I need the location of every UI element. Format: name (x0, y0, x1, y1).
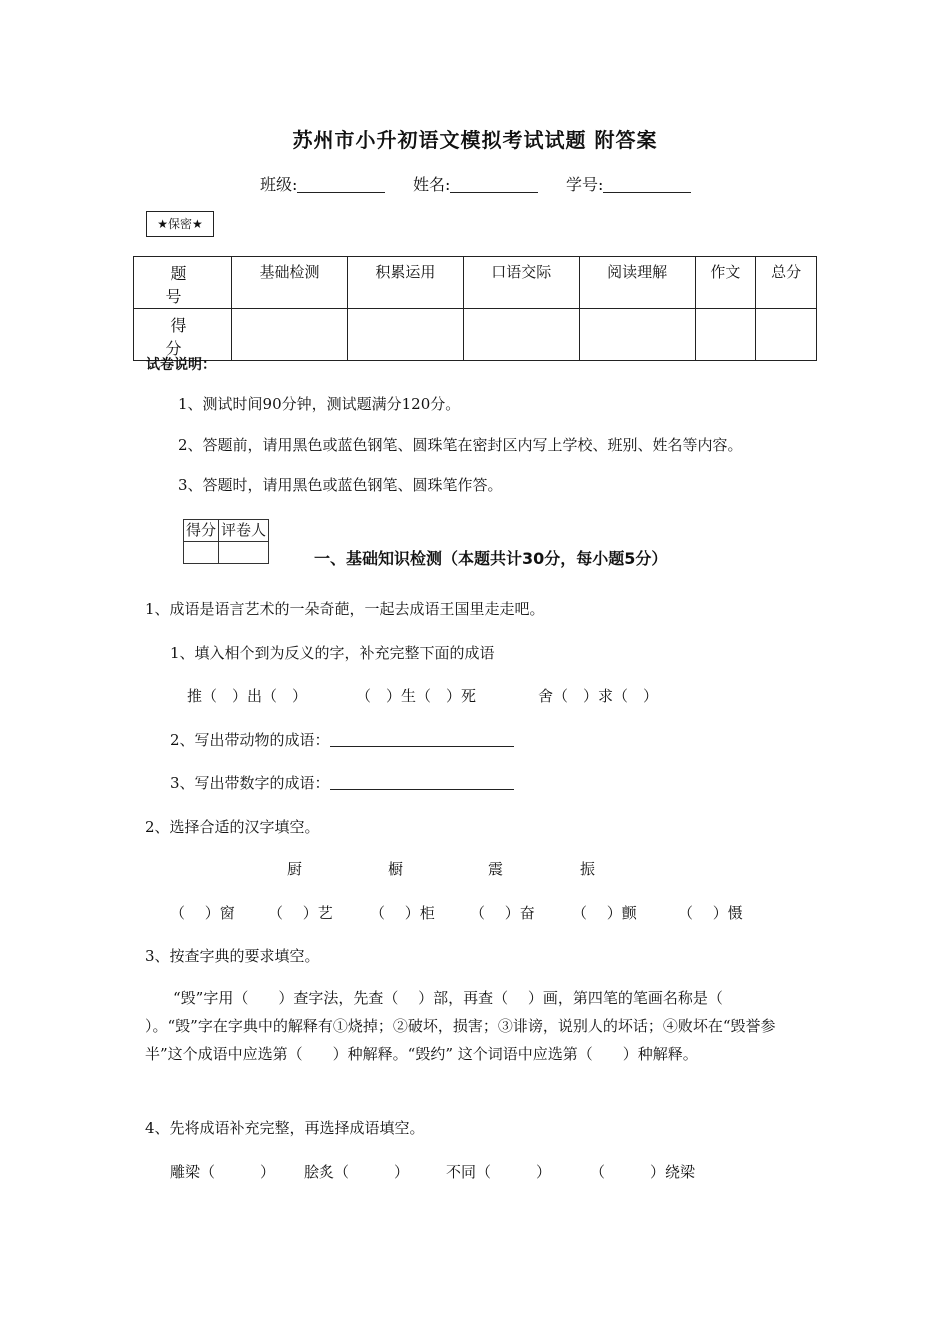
page-title: 苏州市小升初语文模拟考试试题 附答案 (292, 128, 658, 152)
sub-question (170, 729, 514, 750)
score-table-row1-header: 题 号 (134, 257, 232, 309)
question-stem: 3、按查字典的要求填空。 (145, 947, 320, 965)
idiom-complete-blank[interactable]: （ ）绕梁 (590, 1163, 696, 1181)
animal-idiom-blank[interactable] (330, 732, 514, 747)
char-blank[interactable]: （ ）柜 (370, 904, 435, 922)
choice-char: 厨 (287, 860, 303, 878)
score-cell[interactable] (756, 309, 817, 361)
idiom-blank[interactable]: 舍（ ）求（ ） (538, 687, 659, 705)
score-cell[interactable] (232, 309, 348, 361)
question-stem: 1、成语是语言艺术的一朵奇葩，一起去成语王国里走走吧。 (145, 600, 545, 618)
score-col-oral: 口语交际 (463, 257, 579, 309)
grader-score-cell[interactable] (184, 542, 219, 564)
score-col-writing: 作文 (695, 257, 756, 309)
sub-question (170, 772, 514, 793)
score-cell[interactable] (695, 309, 756, 361)
class-blank[interactable] (297, 176, 385, 193)
idiom-complete-blank[interactable]: 不同（ ） (446, 1163, 552, 1181)
grader-score-label: 得分 (184, 520, 219, 542)
class-label: 班级: (260, 175, 298, 194)
char-blank[interactable]: （ ）奋 (470, 904, 535, 922)
score-cell[interactable] (463, 309, 579, 361)
sub-question: 1、填入相个到为反义的字，补充完整下面的成语 (170, 644, 495, 662)
char-blank[interactable]: （ ）窗 (170, 904, 235, 922)
name-field[interactable] (413, 172, 538, 195)
idiom-complete-blank[interactable]: 雕梁（ ） (170, 1163, 276, 1181)
instruction-item: 2、答题前，请用黑色或蓝色钢笔、圆珠笔在密封区内写上学校、班别、姓名等内容。 (178, 436, 743, 454)
animal-idiom-label: 2、写出带动物的成语： (170, 731, 330, 749)
dictionary-question-body: “毁”字用（ ）查字法，先查（ ）部，再查（ ）画，第四笔的笔画名称是（ ）。“毁”字在字典中的解释有①烧掉；②破坏，损害；③诽谤，说别人的坏话；④败坏在“毁誉参半”这个成语中应选第（ ）种解释。“毁约” 这个词语中应选第（ ）种解释。 (145, 989, 776, 1063)
score-col-accumulation: 积累运用 (347, 257, 463, 309)
score-table-header-row (134, 257, 817, 309)
char-blank[interactable]: （ ）颤 (572, 904, 637, 922)
score-table-score-row (134, 309, 817, 361)
score-col-total: 总分 (756, 257, 817, 309)
choice-char: 震 (488, 860, 504, 878)
char-blank[interactable]: （ ）艺 (268, 904, 333, 922)
idiom-blank[interactable]: 推（ ）出（ ） (187, 687, 308, 705)
idiom-blank[interactable]: （ ）生（ ）死 (356, 687, 477, 705)
name-label: 姓名: (413, 175, 451, 194)
number-idiom-label: 3、写出带数字的成语： (170, 774, 330, 792)
class-field[interactable] (260, 172, 385, 195)
question-stem: 2、选择合适的汉字填空。 (145, 818, 320, 836)
grader-name-cell[interactable] (219, 542, 269, 564)
number-idiom-blank[interactable] (330, 775, 514, 790)
id-label: 学号: (566, 175, 604, 194)
score-cell[interactable] (579, 309, 695, 361)
choice-char: 振 (580, 860, 596, 878)
choice-char: 橱 (388, 860, 404, 878)
secret-badge: ★保密★ (146, 211, 214, 237)
score-cell[interactable] (347, 309, 463, 361)
section-heading: 一、基础知识检测（本题共计30分，每小题5分） (314, 549, 668, 568)
grader-name-label: 评卷人 (219, 520, 269, 542)
instruction-item: 3、答题时，请用黑色或蓝色钢笔、圆珠笔作答。 (178, 476, 503, 494)
score-col-reading: 阅读理解 (579, 257, 695, 309)
char-blank[interactable]: （ ）慑 (678, 904, 743, 922)
id-field[interactable] (566, 172, 691, 195)
instructions-heading: 试卷说明： (146, 357, 216, 373)
score-col-basic: 基础检测 (232, 257, 348, 309)
question-stem: 4、先将成语补充完整，再选择成语填空。 (145, 1119, 425, 1137)
id-blank[interactable] (603, 176, 691, 193)
score-table-row2-header: 得 分 (134, 309, 232, 361)
name-blank[interactable] (450, 176, 538, 193)
instruction-item: 1、测试时间90分钟，测试题满分120分。 (178, 395, 461, 413)
score-table (133, 256, 817, 361)
idiom-complete-blank[interactable]: 脍炙（ ） (304, 1163, 410, 1181)
grader-box (183, 519, 269, 564)
